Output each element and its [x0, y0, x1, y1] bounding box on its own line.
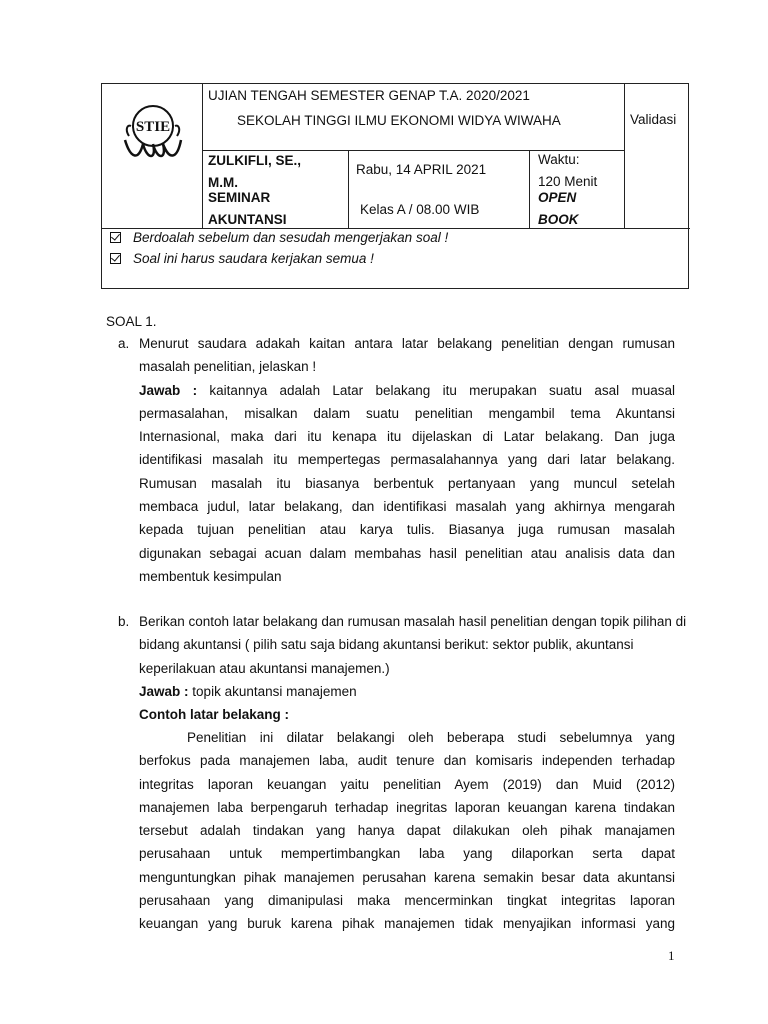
text-line: membaca judul, latar belakang, dan identifikasi masalah yang akhirnya mengarah — [139, 499, 675, 515]
course-name-line2: AKUNTANSI — [208, 212, 287, 227]
text-line: menguntungkan pihak manajemen perusahan karena semakin besar data akuntansi — [139, 869, 675, 885]
text-line: keperilakuan atau akuntansi manajemen.) — [139, 660, 390, 676]
lecturer-name-line2: M.M. — [208, 175, 238, 190]
answer-b-line: Jawab : topik akuntansi manajemen — [139, 683, 357, 699]
divider — [624, 84, 625, 228]
divider — [529, 150, 530, 228]
page-number: 1 — [668, 948, 675, 963]
mode-line1: OPEN — [538, 190, 577, 205]
answer-label: Jawab : — [139, 382, 198, 398]
divider — [102, 228, 690, 229]
text-line: kepada tujuan penelitian atau karya tulis. Biasanya juga rumusan masalah — [139, 522, 675, 538]
answer-label: Jawab : — [139, 683, 189, 699]
class-time: Kelas A / 08.00 WIB — [360, 202, 480, 217]
checkbox-icon — [110, 253, 121, 264]
question-a — [139, 332, 675, 588]
institution-name: SEKOLAH TINGGI ILMU EKONOMI WIDYA WIWAHA — [237, 113, 561, 128]
text-line: Berikan contoh latar belakang dan rumusan masalah hasil penelitian dengan topik pilihan di — [139, 614, 687, 629]
text-line: tersebut adalah tindakan yang hanya dapat dilakukan oleh pihak manajamen — [139, 823, 675, 839]
example-paragraph — [139, 726, 675, 936]
text-line: permasalahan, misalkan dalam suatu penelitian mengambil tema Akuntansi — [139, 405, 675, 421]
text-line: perusahaan yang dimanipulasi maka mencerminkan tingkat integritas laporan — [139, 893, 675, 909]
item-marker-b: b. — [118, 614, 130, 629]
text-line: Penelitian ini dilatar belakangi oleh beberapa studi sebelumnya yang — [187, 730, 675, 745]
text-line: Internasional, maka dari itu kenapa itu dijelaskan di Latar belakang. Dan juga — [139, 429, 675, 445]
text-line: membentuk kesimpulan — [139, 568, 282, 584]
waktu-label: Waktu: — [538, 152, 580, 167]
soal-heading: SOAL 1. — [106, 314, 157, 329]
text-line: manajemen laba berpengaruh terhadap inegritas laporan keuangan karena tindakan — [139, 799, 675, 815]
item-marker-a: a. — [118, 336, 130, 351]
text-line: Rumusan masalah itu biasanya berbentuk pertanyaan yang muncul setelah — [139, 475, 675, 491]
checkbox-icon — [110, 232, 121, 243]
validasi-label: Validasi — [630, 112, 677, 127]
exam-date: Rabu, 14 APRIL 2021 — [356, 162, 487, 177]
logo-text: STIE — [135, 119, 171, 135]
exam-header-table — [101, 83, 689, 289]
text-line: masalah penelitian, jelaskan ! — [139, 359, 317, 375]
text-line: integritas laporan keuangan yaitu penelitian Ayem (2019) dan Muid (2012) — [139, 776, 675, 792]
text-line: keuangan yang buruk karena pihak manajemen tidak menyajikan informasi yang — [139, 916, 675, 932]
text-line: bidang akuntansi ( pilih satu saja bidang akuntansi berikut: sektor publik, akuntansi — [139, 637, 634, 653]
divider — [348, 150, 349, 228]
text-line: Menurut saudara adakah kaitan antara latar belakang penelitian dengan rumusan — [139, 336, 675, 351]
instruction-1: Berdoalah sebelum dan sesudah mengerjakan soal ! — [110, 230, 448, 245]
divider — [202, 150, 624, 151]
example-heading: Contoh latar belakang : — [139, 707, 290, 723]
divider — [202, 84, 203, 228]
mode-line2: BOOK — [538, 212, 579, 227]
course-name-line1: SEMINAR — [208, 190, 271, 205]
text-line: perusahaan untuk mempertimbangkan laba yang dilaporkan serta dapat — [139, 846, 675, 862]
exam-title: UJIAN TENGAH SEMESTER GENAP T.A. 2020/2021 — [208, 88, 530, 103]
lecturer-name-line1: ZULKIFLI, SE., — [208, 153, 301, 168]
text-line: berfokus pada manajemen laba, audit tenure dan komisaris independen terhadap — [139, 753, 675, 769]
stie-logo — [117, 96, 189, 168]
instruction-2: Soal ini harus saudara kerjakan semua ! — [110, 251, 374, 266]
question-b — [139, 610, 719, 726]
waktu-value: 120 Menit — [538, 174, 598, 189]
text-line: identifikasi masalah itu mempertegas permasalahannya yang dari latar belakang. — [139, 452, 675, 468]
text-line: digunakan sebagai acuan dalam membahas hasil penelitian atau analisis data dan — [139, 545, 675, 561]
answer-a-first-line: Jawab : kaitannya adalah Latar belakang itu merupakan suatu asal muasal — [139, 382, 675, 398]
